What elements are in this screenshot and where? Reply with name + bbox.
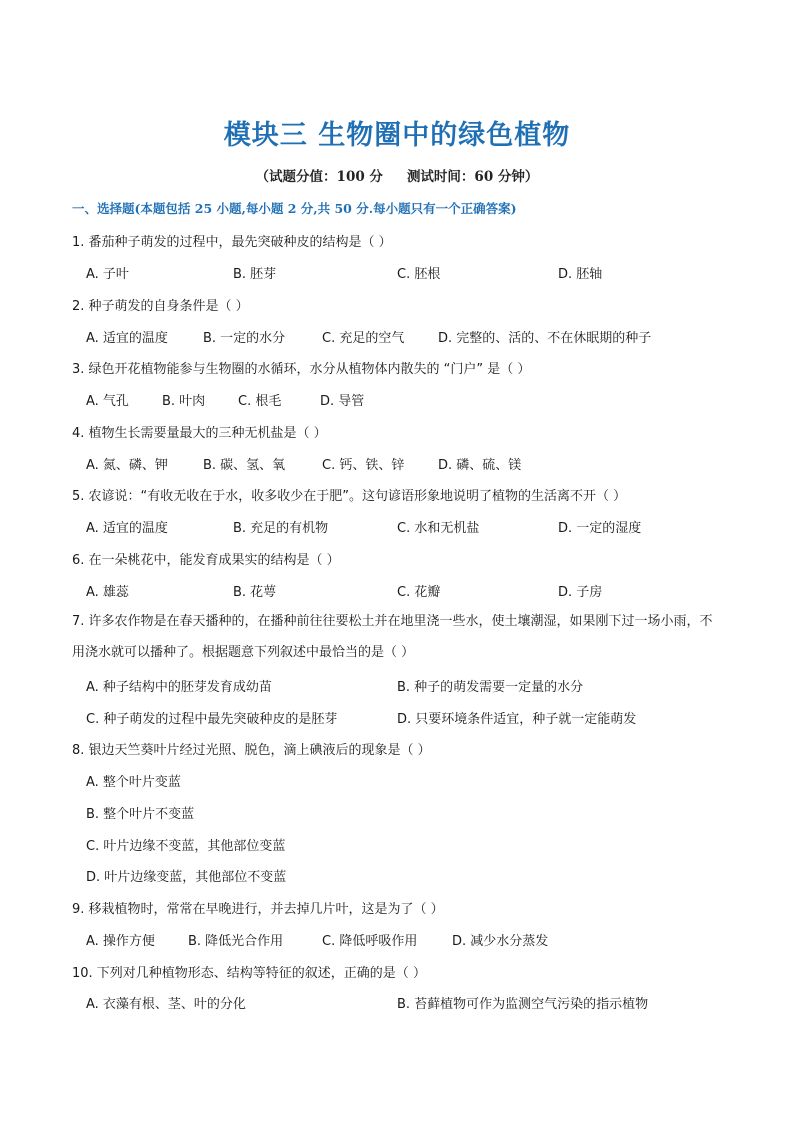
option-b: B. 苔藓植物可作为监测空气污染的指示植物 bbox=[397, 997, 649, 1012]
question-stem: 9. 移栽植物时，常常在早晚进行，并去掉几片叶，这是为了（ ） bbox=[72, 902, 444, 917]
question-stem: 2. 种子萌发的自身条件是（ ） bbox=[72, 299, 249, 314]
option-a: A. 操作方便 bbox=[86, 934, 155, 949]
option-d: D. 一定的湿度 bbox=[558, 521, 642, 536]
question-stem: 10. 下列对几种植物形态、结构等特征的叙述，正确的是（ ） bbox=[72, 966, 426, 981]
option-c: C. 胚根 bbox=[397, 267, 441, 282]
question-stem: 7. 许多农作物是在春天播种的，在播种前往往要松土并在地里浇一些水，使土壤潮湿，如果刚下过一场小雨，不用浇水就可以播种了。根据题意下列叙述中最恰当的是（ ） bbox=[72, 614, 713, 660]
option-b: B. 降低光合作用 bbox=[188, 934, 284, 949]
option-c: C. 花瓣 bbox=[397, 585, 441, 600]
option-d: D. 导管 bbox=[320, 394, 365, 409]
option-d: D. 只要环境条件适宜，种子就一定能萌发 bbox=[397, 712, 637, 727]
page-title: 模块三 生物圈中的绿色植物 bbox=[223, 120, 571, 151]
section-heading: 一、选择题(本题包括 25 小题,每小题 2 分,共 50 分.每小题只有一个正确答案) bbox=[72, 201, 517, 216]
question-stem: 1. 番茄种子萌发的过程中，最先突破种皮的结构是（ ） bbox=[72, 235, 392, 250]
option-b: B. 充足的有机物 bbox=[233, 521, 329, 536]
question-stem: 3. 绿色开花植物能参与生物圈的水循环，水分从植物体内散失的 “门户” 是（ ） bbox=[72, 362, 531, 377]
option-b: B. 种子的萌发需要一定量的水分 bbox=[397, 680, 584, 695]
option-a: A. 氮、磷、钾 bbox=[86, 458, 168, 473]
option-c: C. 叶片边缘不变蓝，其他部位变蓝 bbox=[86, 839, 286, 854]
option-d: D. 子房 bbox=[558, 585, 603, 600]
option-b: B. 花萼 bbox=[233, 585, 277, 600]
option-c: C. 钙、铁、锌 bbox=[322, 458, 405, 473]
option-b: B. 叶肉 bbox=[162, 394, 206, 409]
score-info: （试题分值：100 分 bbox=[255, 169, 383, 185]
question-stem: 6. 在一朵桃花中，能发育成果实的结构是（ ） bbox=[72, 553, 340, 568]
question-stem: 8. 银边天竺葵叶片经过光照、脱色，滴上碘液后的现象是（ ） bbox=[72, 743, 431, 758]
option-a: A. 雄蕊 bbox=[86, 585, 129, 600]
question-stem: 4. 植物生长需要量最大的三种无机盐是（ ） bbox=[72, 426, 327, 441]
option-a: A. 整个叶片变蓝 bbox=[86, 775, 181, 790]
option-b: B. 一定的水分 bbox=[203, 331, 286, 346]
option-b: B. 整个叶片不变蓝 bbox=[86, 807, 195, 822]
option-a: A. 子叶 bbox=[86, 267, 129, 282]
option-a: A. 适宜的温度 bbox=[86, 521, 168, 536]
question-stem: 5. 农谚说：“有收无收在于水，收多收少在于肥”。这句谚语形象地说明了植物的生活离不开（ ） bbox=[72, 489, 627, 504]
option-c: C. 根毛 bbox=[238, 394, 282, 409]
option-a: A. 适宜的温度 bbox=[86, 331, 168, 346]
option-a: A. 气孔 bbox=[86, 394, 129, 409]
time-info: 测试时间：60 分钟） bbox=[406, 169, 539, 185]
option-c: C. 充足的空气 bbox=[322, 331, 405, 346]
option-a: A. 衣藻有根、茎、叶的分化 bbox=[86, 997, 246, 1012]
option-c: C. 降低呼吸作用 bbox=[322, 934, 418, 949]
option-d: D. 完整的、活的、不在休眠期的种子 bbox=[438, 331, 652, 346]
option-d: D. 减少水分蒸发 bbox=[452, 934, 549, 949]
option-d: D. 叶片边缘变蓝，其他部位不变蓝 bbox=[86, 870, 287, 885]
option-b: B. 碳、氢、氧 bbox=[203, 458, 286, 473]
exam-info bbox=[0, 165, 794, 185]
option-c: C. 种子萌发的过程中最先突破种皮的是胚芽 bbox=[86, 712, 338, 727]
option-a: A. 种子结构中的胚芽发育成幼苗 bbox=[86, 680, 272, 695]
option-d: D. 胚轴 bbox=[558, 267, 603, 282]
option-b: B. 胚芽 bbox=[233, 267, 277, 282]
option-c: C. 水和无机盐 bbox=[397, 521, 480, 536]
option-d: D. 磷、硫、镁 bbox=[438, 458, 522, 473]
